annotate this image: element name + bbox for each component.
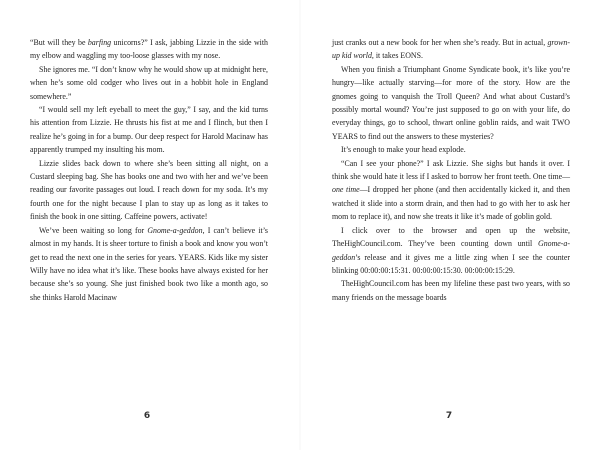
italic-text: barfing (87, 38, 112, 47)
paragraph: She ignores me. “I don’t know why he would show up at midnight here, when he’s some old codger who lives out in a hobbit hole in England somewhere.” (30, 64, 268, 101)
paragraph: It’s enough to make your head explode. (341, 145, 466, 155)
paragraph: “But will they be barfing unicorns?” I ask, jabbing Lizzie in the side with my elbow and waggling my too-loose glasses with my nose. (30, 38, 268, 61)
italic-text: Gnome-a-geddon (147, 225, 203, 235)
page-number-right: 7 (445, 411, 453, 421)
paragraph: TheHighCouncil.com has been my lifeline these past two years, with so many friends on the message boards (332, 279, 570, 302)
paragraph: “I would sell my left eyeball to meet the guy,” I say, and the kid turns his attention from Lizzie. He thrusts his fist at me and I flinch, but then I realize he’s going in for a bump. Our deep respect for Harold Macinaw has apparently trumped my insulting his mom. (30, 105, 268, 155)
paragraph: I click over to the browser and open up the website, TheHighCouncil.com. They’ve been counting down until Gnome-a-geddon’s release and it gives me a little zing when I see the counter blinking 00:00:00:15:31. 00:00:00:15:30. 00:00:00:15:29. (332, 225, 570, 275)
page-number-left: 6 (143, 411, 151, 421)
italic-text: one time (332, 185, 360, 195)
gutter (299, 0, 301, 450)
paragraph: just cranks out a new book for her when she’s ready. But in actual, grown-up kid world, it takes EONS. (332, 38, 570, 61)
paragraph: “Can I see your phone?” I ask Lizzie. She sighs but hands it over. I think she would hate it less if I asked to borrow her front teeth. One time—one time—I dropped her phone (and then accidentally kicked it, and then watched it slide into a storm drain, and then had to go with her to ask her mom to replace it), and now she treats it like it’s made of goblin gold. (332, 158, 570, 222)
italic-text: Gnome-a-geddon (332, 239, 570, 262)
paragraph: Lizzie slides back down to where she’s been sitting all night, on a Custard sleeping bag. She has books one and two with her and we’ve been reading our favorite passages out loud. I reach down for my soda. It’s my fourth one for the night because I plan to stay up as long as it takes to finish the book in one sitting. Caffeine powers, activate! (30, 158, 268, 222)
paragraph: We’ve been waiting so long for Gnome-a-geddon, I can’t believe it’s almost in my hands. It is sheer torture to finish a book and know you won’t get to read the next one in the series for years. YEARS. Kids like my sister Willy have no idea what it’s like. These books have always existed for her because she’s so young. She just finished book two like a month ago, so she thinks Harold Macinaw (30, 225, 268, 302)
italic-text: grown-up kid world (332, 38, 570, 61)
left-page (30, 36, 268, 304)
paragraph: When you finish a Triumphant Gnome Syndicate book, it’s like you’re hungry—like actually starving—for more of the story. How are the gnomes going to vanquish the Troll Queen? And what about Custard’s possibly mortal wound? You’re just supposed to go on with your life, do everyday things, go to school, thwart online goblin raids, and wait TWO YEARS to find out the answers to these mysteries? (332, 64, 570, 141)
right-page (332, 36, 570, 304)
